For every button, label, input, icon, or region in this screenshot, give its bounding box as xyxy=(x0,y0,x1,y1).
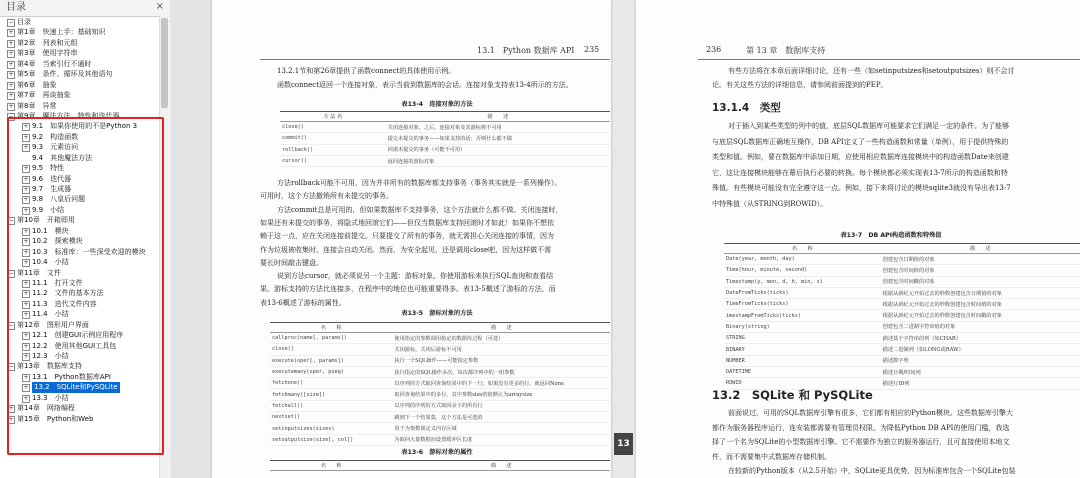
table-row xyxy=(724,344,1080,355)
text-line: 方法commit总是可用的，但如果数据库不支持事务，这个方法就什么都不做。关闭连接时， xyxy=(277,205,563,214)
toc-item-label: 第11章 文件 xyxy=(17,268,61,277)
collapse-icon[interactable]: − xyxy=(8,112,14,120)
table-row xyxy=(280,144,610,155)
text-line: 可用时，这个方法撤销所有未提交的事务。 xyxy=(260,192,393,201)
table-row xyxy=(724,355,1080,366)
text-line: 与底层SQL数据库正确地互操作，DB API定义了一些构造函数和常量（单例），用于提供特殊的 xyxy=(712,137,1009,146)
toc-item-label: 11.1 打开文件 xyxy=(32,278,83,287)
table-row xyxy=(724,265,1080,276)
table-row xyxy=(280,122,610,133)
table-cell: BINARY xyxy=(724,344,881,355)
text-line: 中特殊值（从STRING到ROWID）。 xyxy=(712,199,828,208)
toc-item-label: 9.4 其他魔法方法 xyxy=(32,153,93,162)
text-line: 要长时间敲击键盘。 xyxy=(260,258,323,267)
table-row xyxy=(724,276,1080,287)
toc-item-label: 13.1 Python数据库API xyxy=(32,372,111,381)
toc-item-label: 第4章 当索引行不通时 xyxy=(17,59,92,68)
table-cell: 返回连接的游标对象 xyxy=(386,155,610,166)
table-cell: STRING xyxy=(724,333,881,344)
table-cell: 根据从新纪元开始过去的秒数创建包含时间戳的对象 xyxy=(881,310,1080,321)
expand-icon[interactable]: + xyxy=(23,332,29,340)
table-cell: 关闭连接对象。之后，连接对象及其游标将不可用 xyxy=(386,122,610,133)
db-api-constructors-table xyxy=(724,243,1080,390)
expand-icon[interactable]: + xyxy=(8,81,14,89)
table-cell: 以序列的方式取回查询结果中的下一行；如果没有更多的行，就返回None xyxy=(392,378,610,389)
toc-item-label: 10.4 小结 xyxy=(32,258,69,267)
section-heading: 13.2 SQLite 和 PySQLite xyxy=(712,388,873,402)
table-cell: setoutputsize(size[, col]) xyxy=(270,434,392,445)
page-header-title: 13.1 Python 数据库 API xyxy=(477,46,575,55)
intro-line: 函数connect返回一个连接对象，表示当前到数据库的会话。连接对象支持表13-4所示的方法。 xyxy=(277,81,573,89)
table-row xyxy=(724,310,1080,321)
table-cell: Timestamp(y, mon, d, h, min, s) xyxy=(724,276,881,287)
table-cell: close() xyxy=(270,344,392,355)
table-cell: 描述行ID列 xyxy=(881,378,1080,389)
table-header-cell: 名 称 xyxy=(270,461,392,471)
cursor-attributes-table xyxy=(270,460,610,471)
text-line: 赖于这一点，应在关闭连接前提交。只要提交了所有的事务，就无需担心关闭连接的事情，因为 xyxy=(260,232,554,241)
expand-icon[interactable]: + xyxy=(8,415,14,423)
page-header-title: 第 13 章 数据库支持 xyxy=(746,46,826,55)
toc-item-label: 9.7 生成器 xyxy=(32,185,72,193)
table-row xyxy=(270,423,610,434)
toc-chapter-item[interactable] xyxy=(0,90,158,100)
table-cell: 回滚未提交的事务（可能不可用） xyxy=(386,144,610,155)
table-row xyxy=(270,412,610,423)
toc-item-label: 11.3 迭代文件内容 xyxy=(32,299,97,308)
table-row xyxy=(724,287,1080,298)
table-caption: 表13-7 DB API构造函数和特殊值 xyxy=(840,232,942,239)
expand-icon[interactable]: + xyxy=(23,133,29,141)
toc-chapter-item[interactable] xyxy=(0,48,158,58)
toc-item-label: 12.2 使用其他GUI工具包 xyxy=(32,341,117,350)
toc-item-label: 第2章 列表和元组 xyxy=(17,38,78,47)
table-cell: 关闭游标。关闭后游标不可用 xyxy=(392,344,610,355)
table-cell: TimeFromTicks(ticks) xyxy=(724,299,881,310)
text-line: 说到方法cursor，就必须说另一个主题：游标对象。你使用游标来执行SQL查询和查看结 xyxy=(277,272,554,281)
table-cell: setinputsizes(sizes) xyxy=(270,423,392,434)
text-line: 都作为服务器程序运行，连安装都需要有管理员权限。为降低Python DB API的使用门槛，我选 xyxy=(712,423,1010,432)
table-cell: 描述基于字符串的列（如CHAR） xyxy=(881,333,1080,344)
table-row xyxy=(270,355,610,366)
expand-icon[interactable]: + xyxy=(8,29,14,37)
toc-item-label: 13.2 SQLite和PySQLite xyxy=(34,383,118,392)
intro-line: 13.2.1节和第26章提供了函数connect的具体使用示例。 xyxy=(277,67,456,75)
text-line: 作为垃圾被收集时，连接会自动关闭。然而，为安全起见，还是调用close吧，因为这样做不需 xyxy=(260,245,552,254)
cursor-methods-table xyxy=(270,322,610,446)
expand-icon[interactable]: + xyxy=(8,50,14,58)
viewer-gutter xyxy=(170,0,212,478)
table-cell: Binary(string) xyxy=(724,321,881,332)
book-page-236 xyxy=(636,0,1080,478)
text-line: 件，而不需要集中式数据库存储机制。 xyxy=(712,452,831,461)
table-cell: DateFromTicks(ticks) xyxy=(724,287,881,298)
toc-scrollbar-thumb[interactable] xyxy=(161,18,168,108)
toc-item-label: 11.2 文件的基本方法 xyxy=(32,289,104,298)
expand-icon[interactable]: + xyxy=(8,39,14,47)
expand-icon[interactable]: + xyxy=(23,248,29,256)
table-cell: 创建包含二进制字符串值的对象 xyxy=(881,321,1080,332)
text-line: 前面说过，可用的SQL数据库引擎有很多，它们都有相应的Python模块。这些数据库引擎大 xyxy=(728,409,1013,417)
text-line: 对于插入到某些类型的列中的值，底层SQL数据库可能要求它们满足一定的条件。为了能够 xyxy=(728,122,1010,130)
toc-item-label: 12.1 创建GUI示例应用程序 xyxy=(32,331,124,340)
header-rule xyxy=(260,59,610,60)
toc-item-label: 第13章 数据库支持 xyxy=(17,362,82,371)
toc-item-label: 第12章 图形用户界面 xyxy=(17,320,89,329)
table-row xyxy=(270,389,610,400)
expand-icon[interactable]: + xyxy=(23,342,29,350)
table-cell: 描述数字列 xyxy=(881,355,1080,366)
table-cell: 根据从新纪元开始过去的秒数创建包含时间值的对象 xyxy=(881,299,1080,310)
table-cell: 根据从新纪元开始过去的秒数创建包含日期值的对象 xyxy=(881,287,1080,298)
expand-icon[interactable]: + xyxy=(8,60,14,68)
table-header-cell: 描 述 xyxy=(392,323,610,333)
text-line: 择了一个名为SQLite的小型数据库引擎。它不需要作为独立的服务器运行，且可直接使用本地文 xyxy=(712,438,1010,446)
text-line: 如果还有未提交的事务，将隐式地回滚它们——但仅当数据库支持回滚时才如此！如果你不想依 xyxy=(260,218,554,227)
table-row xyxy=(724,254,1080,265)
connection-methods-table xyxy=(280,111,610,167)
toc-chapter-item[interactable] xyxy=(0,69,158,79)
intro-line: 论。有关这些方法的详细信息，请参阅前面提到的PEP。 xyxy=(712,81,888,89)
toc-panel xyxy=(0,0,171,478)
toc-item-label: 第6章 抽象 xyxy=(17,80,57,89)
table-cell: callproc(name[, params]) xyxy=(270,333,392,344)
table-row xyxy=(724,321,1080,332)
table-cell: 执行一个SQL操作——可能指定参数 xyxy=(392,355,610,366)
toc-item-label: 第9章 魔法方法、特性和迭代器 xyxy=(17,111,120,120)
table-cell: DATETIME xyxy=(724,366,881,377)
table-cell: 创建包含时间戳的对象 xyxy=(881,276,1080,287)
text-line: 类型和值。例如，要在数据库中添加日期，应使用相应数据库连接模块中的构造函数Date来创建 xyxy=(712,153,1009,161)
intro-line: 有些方法将在本章后面详细讨论，还有一些（如setinputsizes和setoutputsizes）则不会讨 xyxy=(728,67,1015,75)
table-cell: fetchone() xyxy=(270,378,392,389)
table-cell: cursor() xyxy=(280,155,386,166)
collapse-icon[interactable]: − xyxy=(8,363,14,371)
table-row xyxy=(270,378,610,389)
table-row xyxy=(724,333,1080,344)
table-row xyxy=(270,366,610,377)
toc-item-label: 第3章 使用字符串 xyxy=(17,49,78,58)
table-cell: executemany(oper, pseq) xyxy=(270,366,392,377)
expand-icon[interactable]: + xyxy=(23,227,29,235)
table-cell: nextset() xyxy=(270,412,392,423)
expand-icon[interactable]: + xyxy=(23,206,29,214)
expand-icon[interactable]: + xyxy=(23,175,29,183)
table-row xyxy=(280,155,610,166)
expand-icon[interactable]: + xyxy=(23,259,29,267)
table-cell: 创建包含时间值的对象 xyxy=(881,265,1080,276)
toc-item-label: 第5章 条件、循环及其他语句 xyxy=(17,70,113,79)
page-number: 235 xyxy=(584,45,600,54)
table-cell: 描述日期/时间列 xyxy=(881,366,1080,377)
toc-item-label: 第7章 再谈抽象 xyxy=(17,91,71,100)
table-row xyxy=(724,299,1080,310)
expand-icon[interactable]: + xyxy=(23,123,29,131)
toc-item-label: 第1章 快速上手：基础知识 xyxy=(17,28,106,37)
table-header-cell: 名 称 xyxy=(724,244,881,254)
text-line: 果。游标支持的方法比连接多，在程序中的地位也可能重要得多。表13-5概述了游标的方法，而 xyxy=(260,285,556,294)
table-caption: 表13-6 游标对象的属性 xyxy=(401,449,473,456)
toc-item-label: 10.3 标准库：一些深受欢迎的模块 xyxy=(32,247,146,256)
toc-item-label: 10.1 模块 xyxy=(32,226,69,235)
table-cell: 描述二进制列（如LONG或RAW） xyxy=(881,344,1080,355)
page-number: 236 xyxy=(706,45,722,54)
toc-item-label: 11.4 小结 xyxy=(32,310,69,319)
expand-icon[interactable]: + xyxy=(23,238,29,246)
table-cell: imestampFromTicks(ticks) xyxy=(724,310,881,321)
expand-icon[interactable]: + xyxy=(23,196,29,204)
expand-icon[interactable]: + xyxy=(23,394,29,402)
expand-icon[interactable]: + xyxy=(23,186,29,193)
expand-icon[interactable]: + xyxy=(8,92,14,100)
table-cell: commit() xyxy=(280,133,386,144)
toc-item-label: 第10章 开箱即用 xyxy=(17,216,75,225)
expand-icon[interactable]: + xyxy=(23,353,29,360)
table-cell: ROWID xyxy=(724,378,881,389)
header-rule xyxy=(698,59,1080,60)
collapse-icon[interactable]: − xyxy=(8,269,14,277)
table-cell: execute(oper[, params]) xyxy=(270,355,392,366)
expand-icon[interactable]: + xyxy=(23,144,29,152)
toc-item-label: 目录 xyxy=(17,18,31,26)
table-row xyxy=(270,400,610,411)
toc-chapter-item[interactable] xyxy=(0,80,158,90)
table-cell: rollback() xyxy=(280,144,386,155)
toc-item-label: 9.3 元素访问 xyxy=(32,143,79,152)
table-cell: fetchmany([size]) xyxy=(270,389,392,400)
table-row xyxy=(724,366,1080,377)
table-cell: close() xyxy=(280,122,386,133)
chapter-thumb-tab: 13 xyxy=(614,433,633,455)
table-cell: 用于为参数预定义内存区域 xyxy=(392,423,610,434)
expand-icon[interactable]: + xyxy=(8,71,14,79)
toc-item-label: 第8章 异常 xyxy=(17,101,57,110)
collapse-icon[interactable]: − xyxy=(8,217,14,225)
section-heading: 13.1.4 类型 xyxy=(712,102,781,114)
table-row xyxy=(270,344,610,355)
expand-icon[interactable]: + xyxy=(23,373,29,381)
toc-item-label: 第15章 Python和Web xyxy=(17,414,94,423)
expand-icon[interactable]: + xyxy=(8,102,14,110)
toc-item-label: 9.2 构造函数 xyxy=(32,132,79,141)
close-icon[interactable]: × xyxy=(155,1,164,12)
table-cell: 执行指定的SQL操作多次，每次都序列中的一组参数 xyxy=(392,366,610,377)
toc-item-label: 12.3 小结 xyxy=(32,352,69,360)
expand-icon[interactable]: + xyxy=(23,311,29,319)
text-line: 在较新的Python版本（从2.5开始）中，SQLite更具优势，因为标准库包含一个SQLite包装 xyxy=(728,467,1016,475)
table-cell: 使用指定的参数调用指定的数据库过程（可选） xyxy=(392,333,610,344)
text-line: 表13-6概述了游标的属性。 xyxy=(260,298,346,307)
expand-icon[interactable]: + xyxy=(23,165,29,173)
expand-icon[interactable]: + xyxy=(23,290,29,298)
collapse-icon[interactable]: − xyxy=(8,321,14,329)
toc-item-label: 9.1 如果你使用的不是Python 3 xyxy=(32,122,138,131)
collapse-icon[interactable]: − xyxy=(8,19,14,26)
table-cell: 跳到下一个结果集，这个方法是可选的 xyxy=(392,412,610,423)
expand-icon[interactable]: + xyxy=(23,279,29,287)
table-cell: 提交未提交的事务——如果支持的话；否则什么都不做 xyxy=(386,133,610,144)
toc-chapter-item[interactable] xyxy=(0,27,158,37)
toc-panel-title: 目录 xyxy=(0,0,170,17)
table-header-cell: 方 法 名 xyxy=(280,112,386,122)
toc-item-label: 13.3 小结 xyxy=(32,393,69,402)
toc-item-label: 10.2 探索模块 xyxy=(32,237,83,246)
table-caption: 表13-5 游标对象的方法 xyxy=(401,310,473,317)
table-header-cell: 名 称 xyxy=(270,323,392,333)
table-cell: 创建包含日期值的对象 xyxy=(881,254,1080,265)
expand-icon[interactable]: + xyxy=(23,384,29,392)
toc-item-label: 9.5 特性 xyxy=(32,164,65,173)
toc-chapter-item[interactable] xyxy=(0,38,158,48)
table-header-cell: 描 述 xyxy=(386,112,610,122)
table-cell: 为取回大量数据而设置缓冲区长度 xyxy=(392,434,610,445)
toc-chapter-item[interactable] xyxy=(0,59,158,69)
table-header-cell: 描 述 xyxy=(392,461,610,471)
expand-icon[interactable]: + xyxy=(8,405,14,413)
annotation-highlight-box xyxy=(7,117,164,455)
table-row xyxy=(280,133,610,144)
text-line: 它，这让连接模块能够在幕后执行必要的转换。每个模块都必须实现表13-7所示的构造函数和特 xyxy=(712,168,1008,177)
table-cell: fetchall() xyxy=(270,400,392,411)
table-caption: 表13-4 连接对象的方法 xyxy=(401,101,473,108)
text-line: 方法rollback可能不可用，因为并非所有的数据库都支持事务（事务其实就是一系列操作）。 xyxy=(277,179,562,187)
toc-item-label: 9.9 小结 xyxy=(32,205,65,214)
table-header-cell: 描 述 xyxy=(881,244,1080,254)
toc-chapter-item[interactable] xyxy=(0,101,158,111)
table-row xyxy=(270,434,610,445)
table-cell: Date(year, month, day) xyxy=(724,254,881,265)
expand-icon[interactable]: + xyxy=(23,300,29,308)
text-line: 殊值。有些模块可能没有完全遵守这一点。例如，接下来将讨论的模块sqlite3就没有导出表13-7 xyxy=(712,184,1011,192)
table-cell: NUMBER xyxy=(724,355,881,366)
toc-chapter-item[interactable] xyxy=(0,17,158,27)
toc-item-label: 第14章 网络编程 xyxy=(17,404,75,413)
toc-item-label: 9.8 八皇后问题 xyxy=(32,195,86,204)
table-cell: 取回查询结果中的多行，其中参数size的值默认为arraysize xyxy=(392,389,610,400)
table-row xyxy=(270,333,610,344)
table-cell: Time(hour, minute, second) xyxy=(724,265,881,276)
book-page-235 xyxy=(212,0,611,478)
table-cell: 以序列的序列的方式取回余下的所有行 xyxy=(392,400,610,411)
toc-item-label: 9.6 迭代器 xyxy=(32,174,72,183)
